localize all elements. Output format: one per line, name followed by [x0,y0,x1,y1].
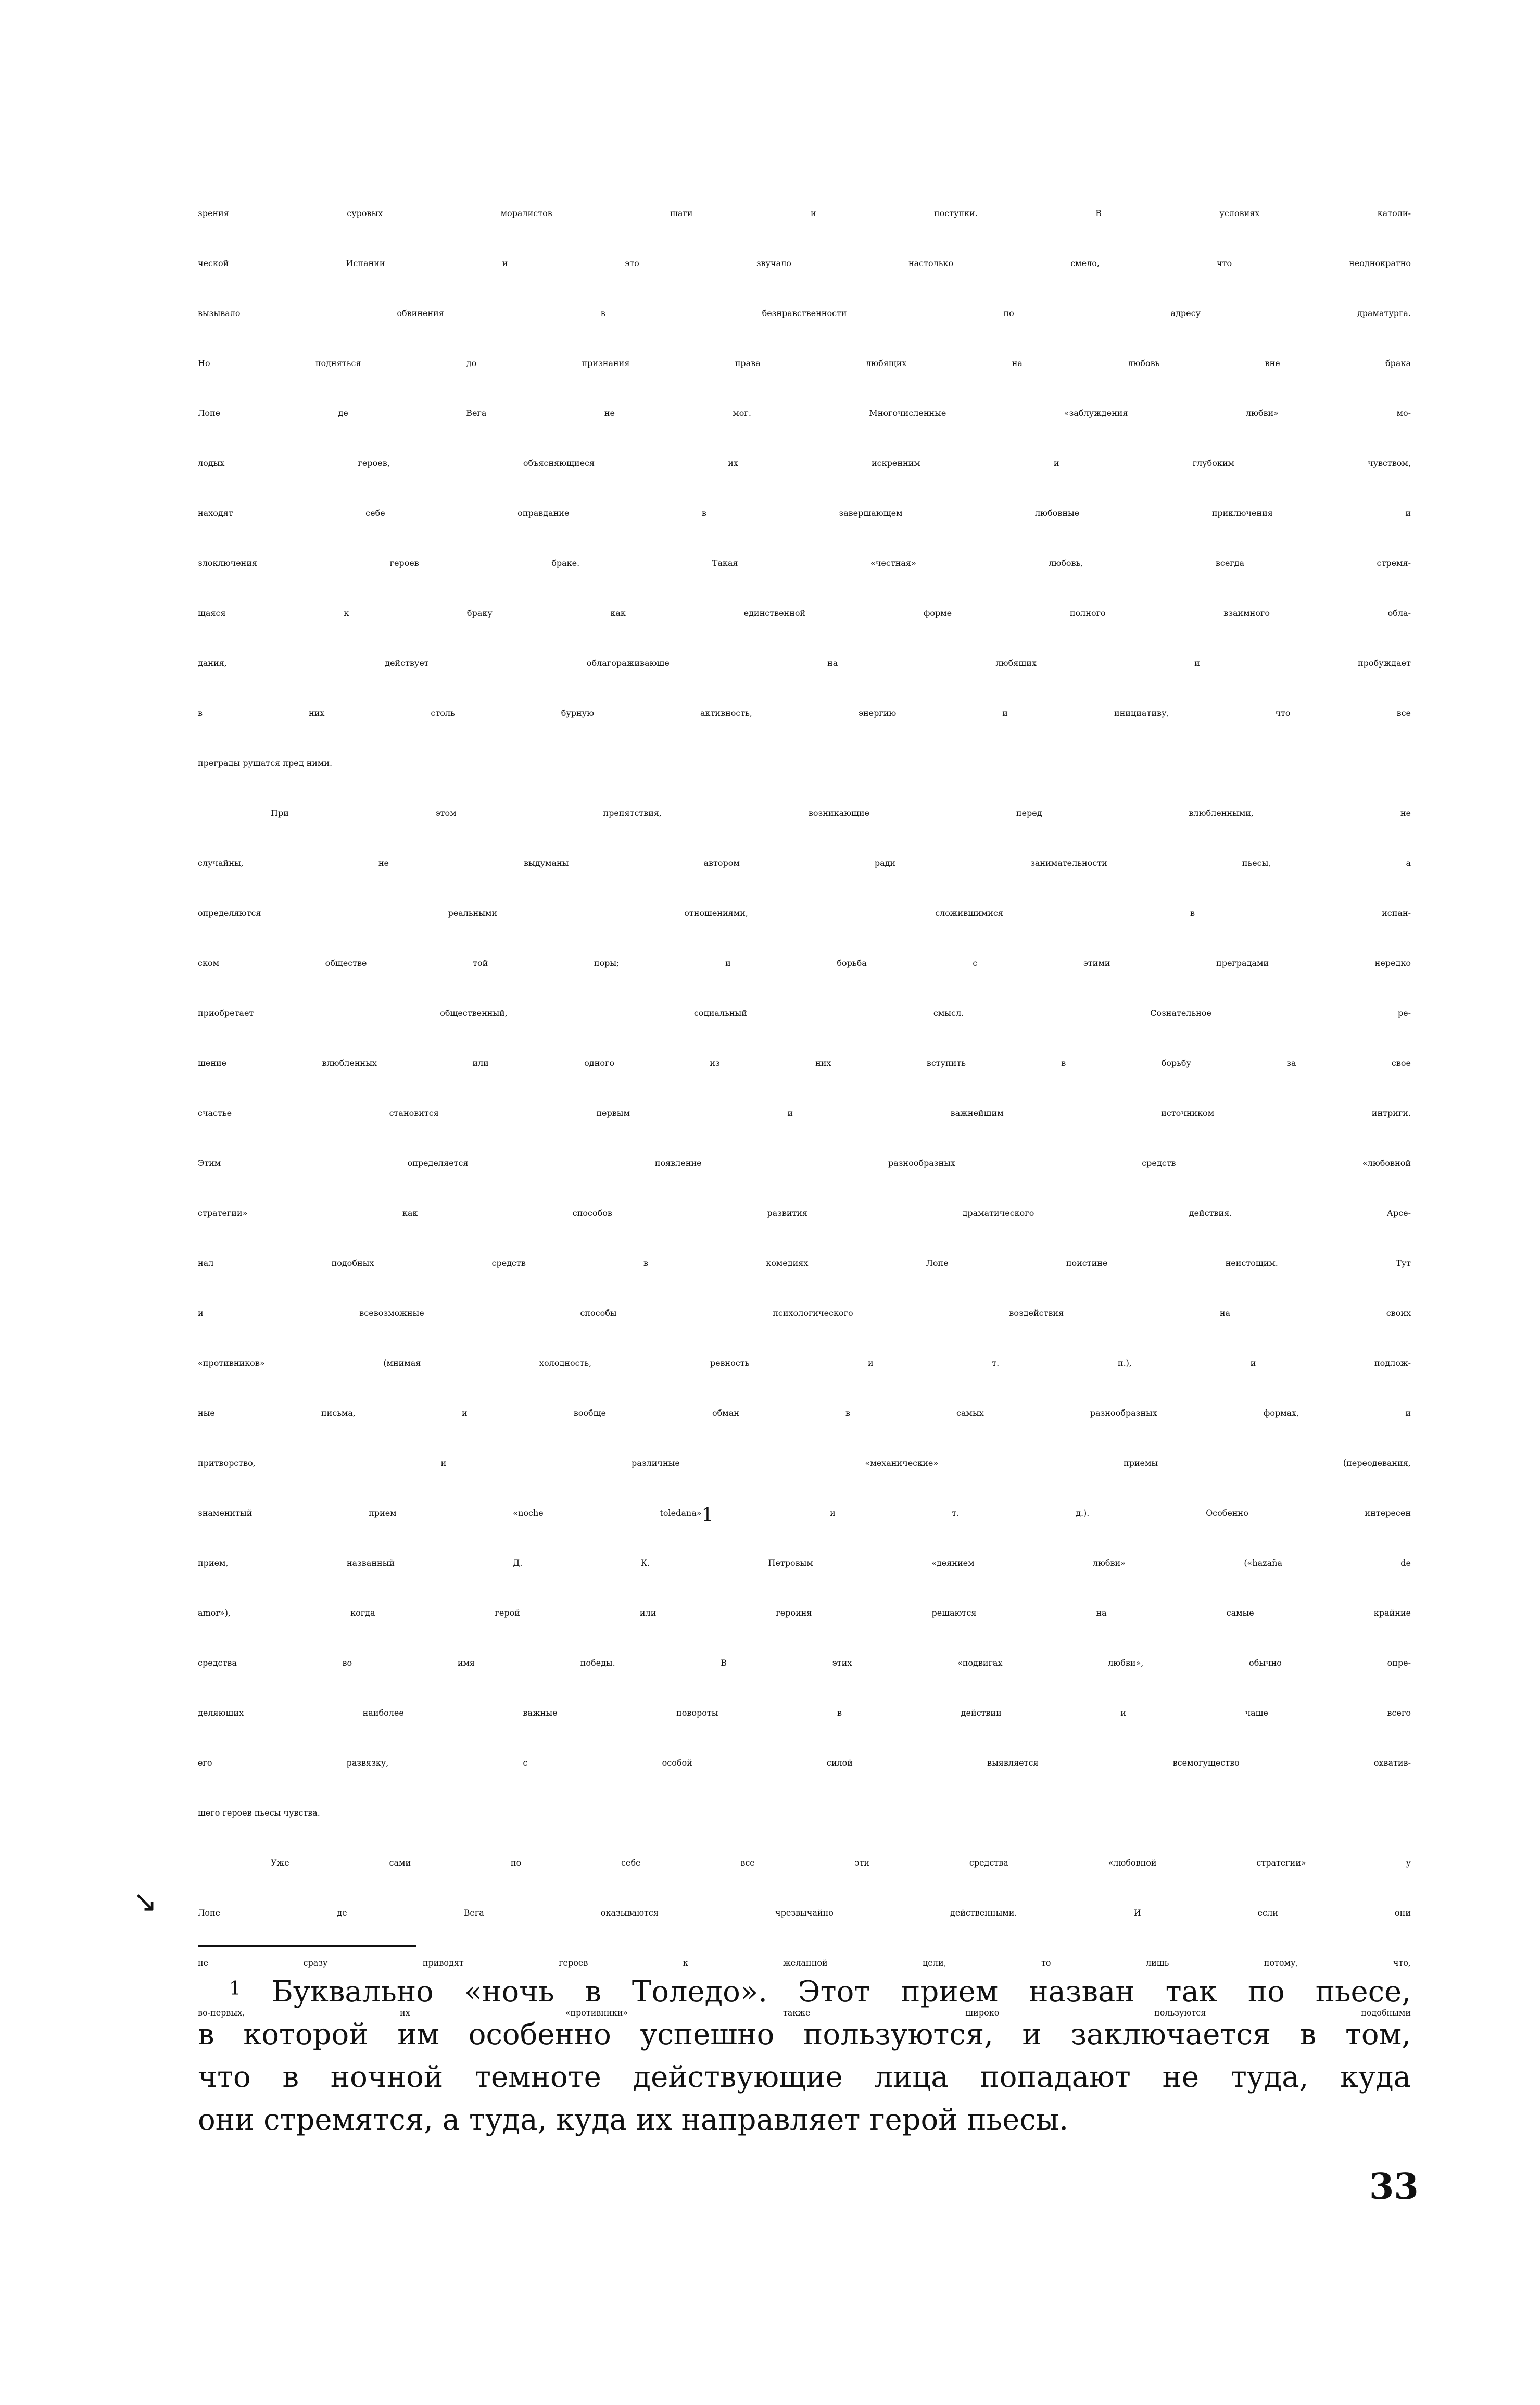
footnote-line: в которой им особенно успешно пользуются, и заключается в том, [198,2018,1411,2051]
body-line: деляющих наиболее важные повороты в действии и чаще всего [198,1708,1411,1718]
body-line: amor»), когда герой или героиня решаются на самые крайние [198,1608,1411,1618]
page-number: 33 [1369,2166,1419,2208]
body-line: его развязку, с особой силой выявляется всемогущество охватив- [198,1758,1411,1768]
body-line: во-первых, их «противники» также широко пользуются подобными [198,2008,1411,2018]
footnote-text: Буквально «ночь в Толедо». Этот прием назван так по пьесе, [271,1975,1411,2009]
body-line: нал подобных средств в комедиях Лопе поистине неистощим. Тут [198,1258,1411,1268]
body-line: ческой Испании и это звучало настолько смело, что неоднократно [198,258,1411,268]
body-line: определяются реальными отношениями, сложившимися в испан- [198,908,1411,918]
body-line: случайны, не выдуманы автором ради занимательности пьесы, а [198,858,1411,868]
body-line: средства во имя победы. В этих «подвигах любви», обычно опре- [198,1658,1411,1668]
footnote-line: они стремятся, а туда, куда их направляет герой пьесы. [198,2103,1069,2137]
footnote-ref: 1 [701,1505,714,1526]
body-line-part: и т. д.). Особенно интересен [713,1508,1411,1518]
footnote [198,1971,1411,2142]
body-line: ные письма, и вообще обман в самых разнообразных формах, и [198,1408,1411,1418]
body-line: счастье становится первым и важнейшим источником интриги. [198,1108,1411,1118]
footnote-line: что в ночной темноте действующие лица попадают не туда, куда [198,2060,1411,2094]
body-line: зрения суровых моралистов шаги и поступки. В условиях католи- [198,208,1411,218]
footnote-line [198,1971,1411,2013]
body-line: Этим определяется появление разнообразных средств «любовной [198,1158,1411,1168]
footnote-divider [198,1945,416,1947]
body-line: не сразу приводят героев к желанной цели, то лишь потому, что, [198,1958,1411,1968]
body-line: в них столь бурную активность, энергию и инициативу, что все [198,708,1411,718]
body-line: и всевозможные способы психологического воздействия на своих [198,1308,1411,1318]
body-line: находят себе оправдание в завершающем любовные приключения и [198,508,1411,518]
body-line: злоключения героев браке. Такая «честная» любовь, всегда стремя- [198,558,1411,568]
body-line: стратегии» как способов развития драматического действия. Арсе- [198,1208,1411,1218]
footnote-marker: 1 [229,1978,241,1999]
body-line: вызывало обвинения в безнравственности по адресу драматурга. [198,308,1411,318]
body-line: «противников» (мнимая холодность, ревность и т. п.), и подлож- [198,1358,1411,1368]
body-line: При этом препятствия, возникающие перед влюбленными, не [271,808,1411,818]
body-line: Лопе де Вега не мог. Многочисленные «заблуждения любви» мо- [198,408,1411,418]
body-line: Уже сами по себе все эти средства «любовной стратегии» у [271,1858,1411,1868]
body-line: преграды рушатся пред ними. [198,758,333,768]
body-line-with-footnote-ref [198,1505,1411,1558]
body-line: дания, действует облагораживающе на любящих и пробуждает [198,658,1411,668]
body-line-part: знаменитый прием «noche toledana» [198,1508,702,1518]
body-line: лодых героев, объясняющиеся их искренним и глубоким чувством, [198,458,1411,468]
margin-mark-icon: ↘ [133,1885,157,1919]
body-line: Лопе де Вега оказываются чрезвычайно действенными. И если они [198,1908,1411,1918]
body-line: шего героев пьесы чувства. [198,1808,320,1818]
body-line: прием, названный Д. К. Петровым «деянием любви» («hazaña de [198,1558,1411,1568]
body-line: притворство, и различные «механические» приемы (переодевания, [198,1458,1411,1468]
body-line: щаяся к браку как единственной форме полного взаимного обла- [198,608,1411,618]
body-line: Но подняться до признания права любящих на любовь вне брака [198,358,1411,368]
body-line: ском обществе той поры; и борьба с этими преградами нередко [198,958,1411,968]
body-line: шение влюбленных или одного из них вступить в борьбу за свое [198,1058,1411,1068]
body-line: приобретает общественный, социальный смысл. Сознательное ре- [198,1008,1411,1018]
